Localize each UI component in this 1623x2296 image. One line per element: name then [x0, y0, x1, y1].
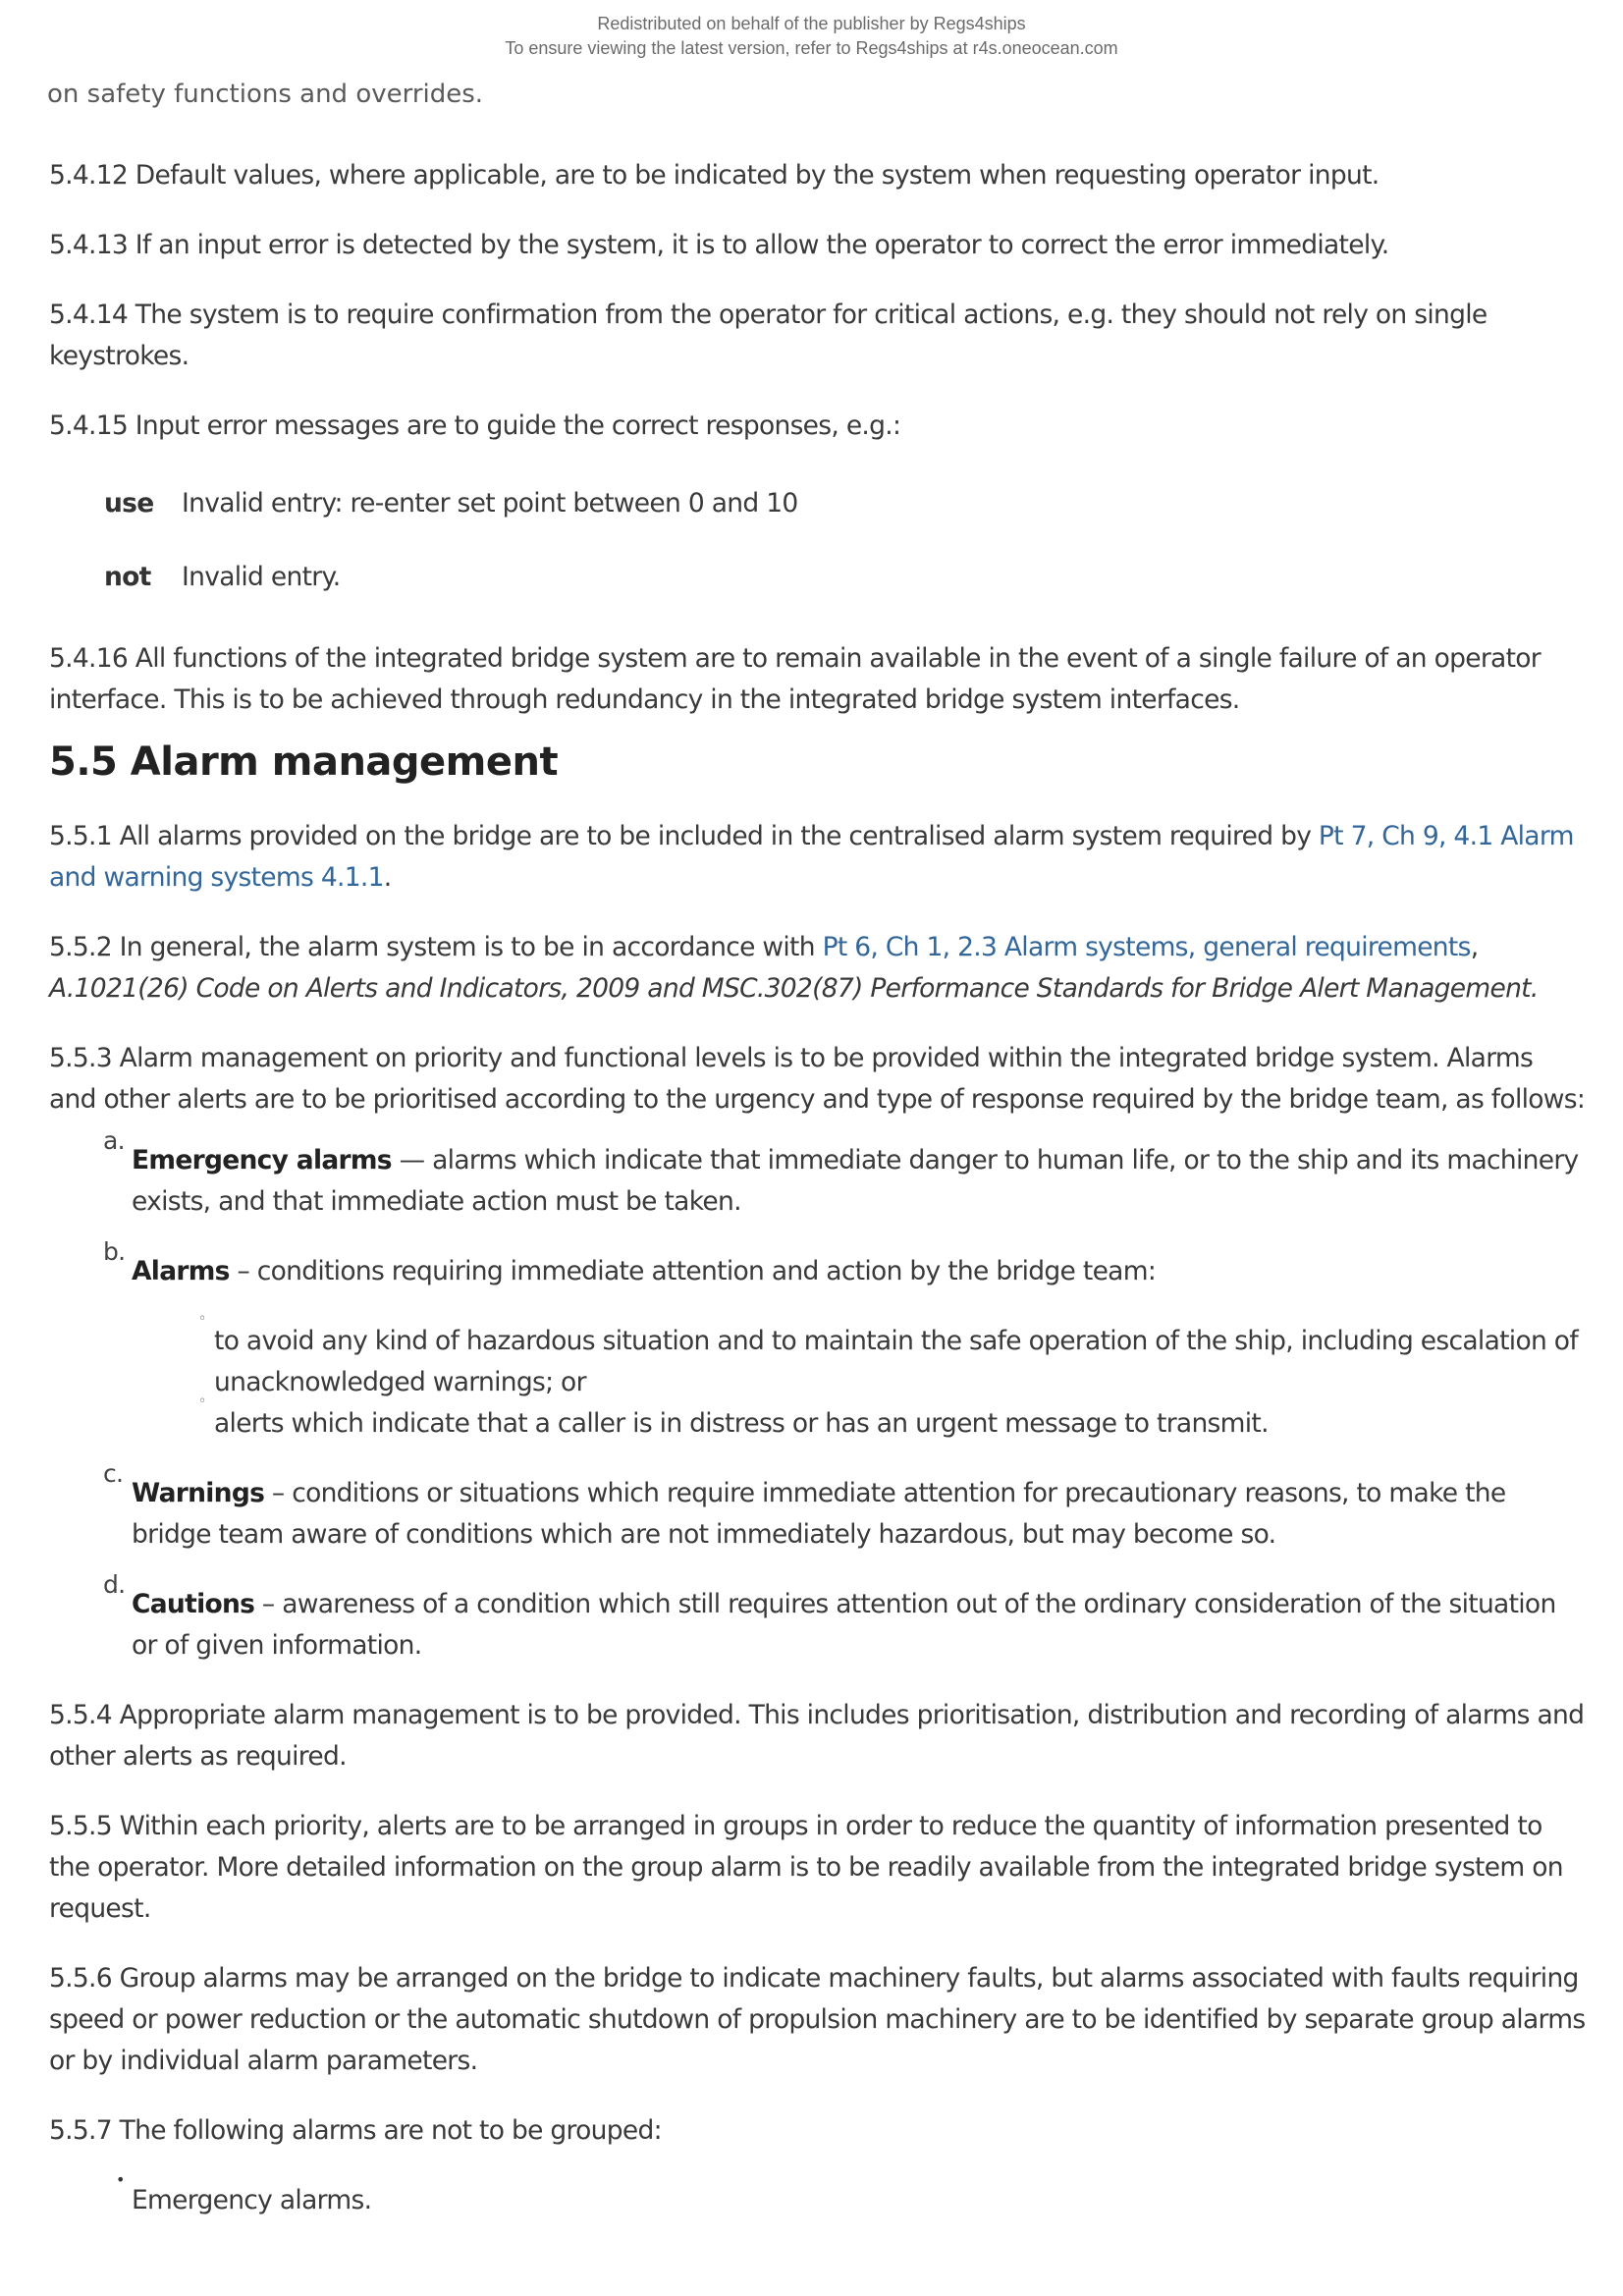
term-warnings: Warnings	[132, 1478, 265, 1508]
example-use	[104, 483, 1586, 524]
document-body	[49, 155, 1586, 2221]
list-item-b	[49, 1237, 1586, 1292]
sub-marker-1: ◦	[198, 1311, 206, 1327]
clause-5-4-14: 5.4.14 The system is to require confirmation from the operator for critical actions, e.g. they should not rely on single keystrokes.	[49, 300, 1488, 371]
clause-5-5-2-sep: ,	[1470, 932, 1479, 962]
clause-5-4-16: 5.4.16 All functions of the integrated bridge system are to remain available in the event of a single failure of an operator interface. This is to be achieved through redundancy in the integrated bridge system interfaces.	[49, 643, 1541, 715]
example-use-keyword: use	[104, 488, 154, 519]
sub-item-2-text: alerts which indicate that a caller is in distress or has an urgent message to transmit.	[214, 1408, 1269, 1439]
redistribution-banner	[0, 12, 1623, 61]
clause-5-5-2-text: 5.5.2 In general, the alarm system is to be in accordance with	[49, 932, 823, 962]
list-item-c	[49, 1459, 1586, 1556]
cutoff-previous-text	[47, 80, 484, 110]
term-alarms: Alarms	[132, 1256, 230, 1286]
clause-5-4-15: 5.4.15 Input error messages are to guide the correct responses, e.g.:	[49, 410, 901, 441]
clause-5-5-4: 5.5.4 Appropriate alarm management is to be provided. This includes prioritisation, distribution and recording of alarms and other alerts as required.	[49, 1700, 1585, 1772]
clause-5-5-1	[49, 816, 1586, 899]
banner-line-1: Redistributed on behalf of the publisher by Regs4ships	[597, 14, 1026, 33]
term-cautions: Cautions	[132, 1589, 255, 1619]
desc-emergency-alarms: — alarms which indicate that immediate danger to human life, or to the ship and its machinery exists, and that immediate action must be taken.	[132, 1145, 1579, 1217]
bullet-item-1	[49, 2170, 1586, 2221]
clause-5-5-3: 5.5.3 Alarm management on priority and functional levels is to be provided within the integrated bridge system. Alarms and other alerts are to be prioritised according to the urgency and type of response required by the bridge team, as follows:	[49, 1043, 1586, 1115]
sub-item-2	[49, 1394, 1586, 1445]
section-heading: 5.5 Alarm management	[49, 739, 559, 785]
banner-line-2: To ensure viewing the latest version, refer to Regs4ships at r4s.oneocean.com	[505, 38, 1118, 58]
sublist-alarms	[49, 1311, 1586, 1445]
cutoff-text: on safety functions and overrides.	[47, 80, 484, 109]
bullet-item-1-text: Emergency alarms.	[132, 2185, 372, 2215]
list-marker-a: a.	[103, 1126, 125, 1155]
desc-cautions: – awareness of a condition which still requires attention out of the ordinary consideration of the situation or of given information.	[132, 1589, 1556, 1661]
example-not-keyword: not	[104, 562, 151, 592]
link-pt7-ch9[interactable]: Pt 7, Ch 9, 4.1 Alarm and warning systems 4.1.1	[49, 821, 1574, 893]
list-marker-c: c.	[103, 1459, 124, 1488]
example-not	[104, 557, 1586, 598]
sub-item-1-text: to avoid any kind of hazardous situation and to maintain the safe operation of the ship, including escalation of unacknowledged warnings; or	[214, 1326, 1578, 1397]
desc-warnings: – conditions or situations which require immediate attention for precautionary reasons, to make the bridge team aware of conditions which are not immediately hazardous, but may become so.	[132, 1478, 1506, 1550]
example-not-text: Invalid entry.	[182, 562, 341, 592]
list-marker-d: d.	[103, 1570, 126, 1599]
sub-item-1	[49, 1311, 1586, 1403]
clause-5-5-2	[49, 927, 1586, 1010]
bullet-marker-1: •	[116, 2170, 125, 2189]
list-item-d	[49, 1570, 1586, 1667]
list-marker-b: b.	[103, 1237, 126, 1266]
clause-5-5-7: 5.5.7 The following alarms are not to be grouped:	[49, 2115, 662, 2146]
clause-5-5-6: 5.5.6 Group alarms may be arranged on the bridge to indicate machinery faults, but alarms associated with faults requiring speed or power reduction or the automatic shutdown of propulsion machinery are to be identified by separate group alarms or by individual alarm parameters.	[49, 1963, 1586, 2076]
clause-5-5-1-text: 5.5.1 All alarms provided on the bridge are to be included in the centralised alarm system required by	[49, 821, 1319, 851]
term-emergency-alarms: Emergency alarms	[132, 1145, 392, 1175]
list-item-a	[49, 1126, 1586, 1223]
clause-5-5-2-standards: A.1021(26) Code on Alerts and Indicators, 2009 and MSC.302(87) Performance Standards for Bridge Alert Management.	[49, 973, 1539, 1004]
clause-5-4-12: 5.4.12 Default values, where applicable, are to be indicated by the system when requesting operator input.	[49, 160, 1380, 191]
clause-5-4-13: 5.4.13 If an input error is detected by the system, it is to allow the operator to correct the error immediately.	[49, 230, 1389, 260]
example-use-text: Invalid entry: re-enter set point between 0 and 10	[182, 488, 798, 519]
clause-5-5-1-end: .	[383, 862, 392, 893]
clause-5-5-5: 5.5.5 Within each priority, alerts are to be arranged in groups in order to reduce the quantity of information presented to the operator. More detailed information on the group alarm is to be readily available from the integrated bridge system on request.	[49, 1811, 1563, 1924]
link-pt6-ch1[interactable]: Pt 6, Ch 1, 2.3 Alarm systems, general requirements	[822, 932, 1471, 962]
sub-marker-2: ◦	[198, 1394, 206, 1409]
desc-alarms: – conditions requiring immediate attention and action by the bridge team:	[229, 1256, 1157, 1286]
